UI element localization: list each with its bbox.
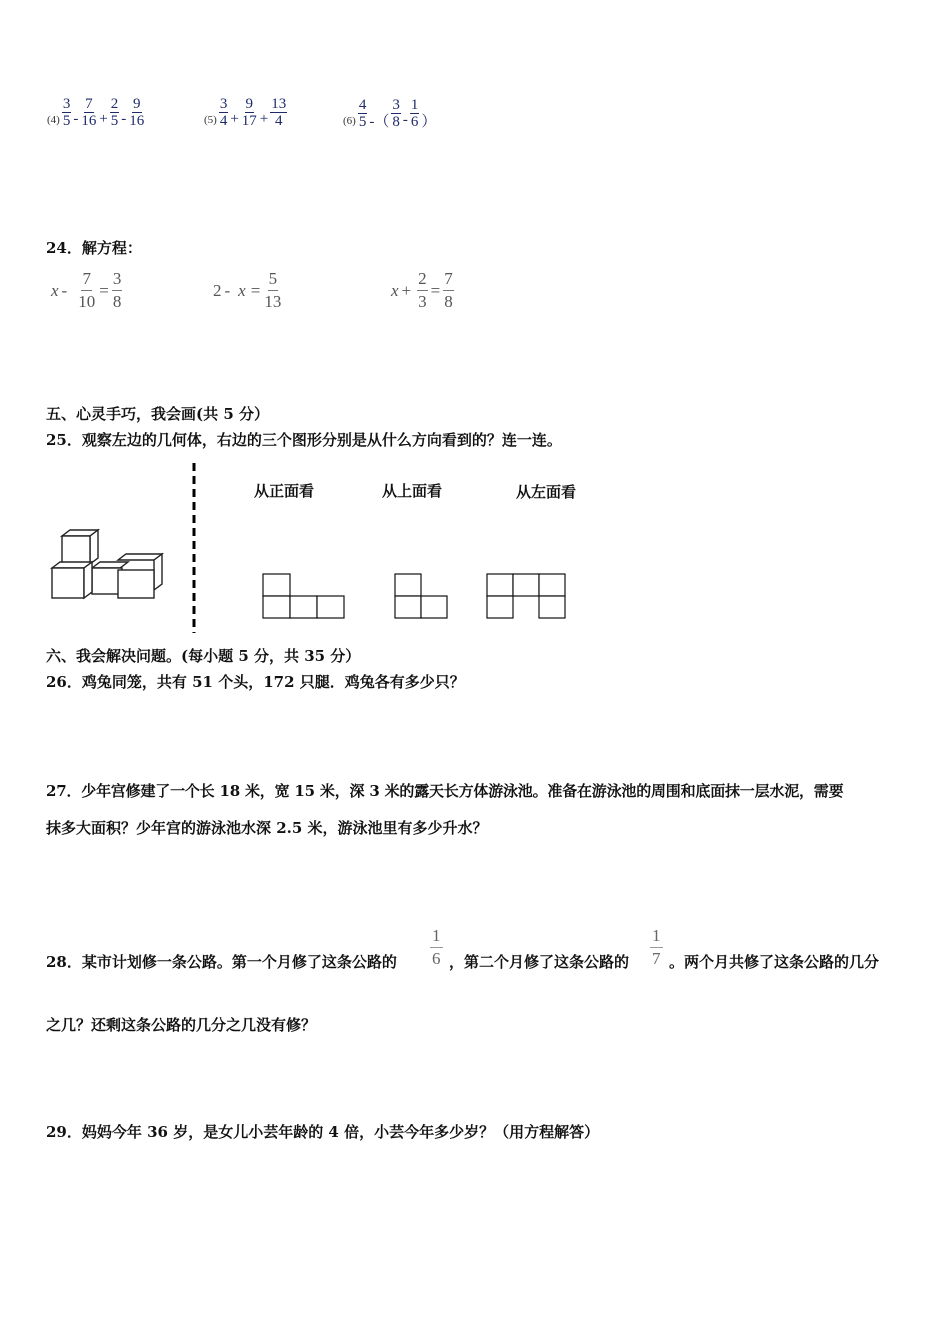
question-26-text: 26．鸡兔同笼，共有 51 个头，172 只腿．鸡兔各有多少只？	[46, 673, 465, 691]
divider-dashed-line	[190, 463, 198, 633]
fraction: $\frac{13}{4}$	[271, 96, 287, 129]
equation-2: 2 - x = $\frac{5}{13}$	[213, 269, 282, 311]
section-6-heading: 六、我会解决问题。(每小题 5 分，共 35 分）	[46, 647, 361, 665]
fraction: $\frac{1}{6}$	[410, 97, 419, 130]
fraction: $\frac{4}{5}$	[358, 97, 367, 130]
question-28-line-2: 之几？还剩这条公路的几分之几没有修？	[46, 1016, 317, 1034]
equation-1: x - $\frac{7}{10}$ = $\frac{3}{8}$	[51, 269, 122, 311]
view-shape-3[interactable]	[486, 573, 568, 621]
fraction: $\frac{2}{5}$	[110, 96, 119, 129]
question-29-text: 29．妈妈今年 36 岁，是女儿小芸年龄的 4 倍，小芸今年多少岁？（用方程解答）	[46, 1123, 600, 1141]
fraction-one-seventh: 1 7	[652, 926, 661, 968]
view-label-front: 从正面看	[254, 482, 315, 500]
calc-problem-6: (6) $\frac{4}{5}$ -（ $\frac{3}{8}$ - $\frac{1}{6}$ ）	[343, 97, 437, 130]
question-28-part-2: ，第二个月修了这条公路的	[449, 953, 630, 971]
question-27-line-2: 抹多大面积？少年宫的游泳池水深 2.5 米，游泳池里有多少升水？	[46, 819, 488, 837]
section-5-heading: 五、心灵手巧，我会画(共 5 分）	[46, 405, 269, 423]
fraction: $\frac{9}{17}$	[241, 96, 257, 129]
problem-label: (4)	[47, 113, 60, 126]
view-shape-1[interactable]	[262, 573, 346, 621]
equation-3: x + $\frac{2}{3}$ = $\frac{7}{8}$	[391, 269, 453, 311]
fraction: $\frac{3}{5}$	[62, 96, 71, 129]
fraction: $\frac{7}{16}$	[81, 96, 97, 129]
problem-label: (5)	[204, 113, 217, 126]
question-28-part-1: 28．某市计划修一条公路。第一个月修了这条公路的	[46, 953, 397, 971]
cube-solid-figure	[48, 528, 170, 604]
fraction: $\frac{3}{8}$	[392, 97, 400, 130]
calc-problem-4: (4) $\frac{3}{5}$ - $\frac{7}{16}$ + $\frac{2}{5}$ - $\frac{9}{16}$	[47, 96, 145, 129]
question-28-part-3: 。两个月共修了这条公路的几分	[669, 953, 880, 971]
calc-problem-5: (5) $\frac{3}{4}$ + $\frac{9}{17}$ + $\frac{13}{4}$	[204, 96, 287, 129]
question-24-title: 24．解方程：	[46, 239, 142, 257]
view-label-left: 从左面看	[516, 483, 577, 501]
fraction: $\frac{3}{4}$	[219, 96, 228, 129]
view-shape-2[interactable]	[394, 573, 450, 621]
question-25-text: 25．观察左边的几何体，右边的三个图形分别是从什么方向看到的？连一连。	[46, 431, 562, 449]
problem-label: (6)	[343, 114, 356, 127]
fraction-one-sixth: 1 6	[432, 926, 441, 968]
question-27-line-1: 27．少年宫修建了一个长 18 米，宽 15 米，深 3 米的露天长方体游泳池。准备在游泳池的周围和底面抹一层水泥，需要	[46, 782, 844, 800]
view-label-top: 从上面看	[382, 482, 443, 500]
fraction: $\frac{9}{16}$	[129, 96, 145, 129]
